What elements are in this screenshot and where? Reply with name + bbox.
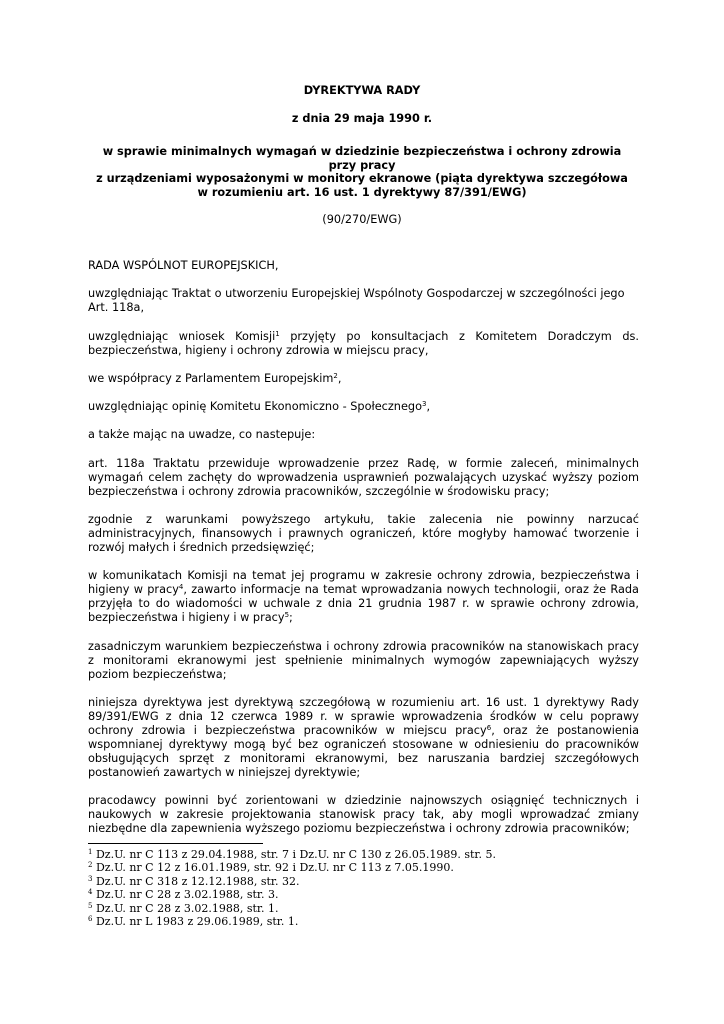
document-header — [88, 84, 636, 227]
recital-commission-proposal: uwzględniając wniosek Komisji$^1$ przyjęty po konsultacjach z Komitetem Doradczym ds. bezpieczeństwa, higieny i ochrony zdrowia w miejscu pracy, — [88, 329, 640, 357]
footnote-ref: 4 — [178, 583, 184, 592]
directive-date: z dnia 29 maja 1990 r. — [291, 111, 433, 125]
directive-subject — [88, 145, 636, 199]
footnote: $^3$ Dz.U. nr C 318 z 12.12.1988, str. 32. — [88, 874, 300, 888]
footnote: $^5$ Dz.U. nr C 28 z 3.02.1988, str. 1. — [88, 901, 279, 915]
footnotes — [88, 848, 636, 928]
footnote: $^6$ Dz.U. nr L 1983 z 29.06.1989, str. 1. — [88, 915, 299, 929]
recital-paragraph: pracodawcy powinni być zorientowani w dziedzinie najnowszych osiągnięć technicznych i naukowych w zakresie projektowania stanowisk pracy tak, aby mogli wprowadzać zmiany niezbędne dla zapewnienia wyższego poziomu bezpieczeństwa i ochrony zdrowia pracowników; — [88, 794, 639, 836]
recital-paragraph: art. 118a Traktatu przewiduje wprowadzenie przez Radę, w formie zaleceń, minimalnych wymagań celem zachęty do wprowadzenia usprawnień pozwalających uzyskać wyższy poziom bezpieczeństwa i ochrony zdrowia pracowników, szczególnie w środowisku pracy; — [88, 456, 639, 498]
subject-line: z urządzeniami wyposażonymi w monitory ekranowe (piąta dyrektywa szczegółowa — [96, 172, 628, 185]
recital-treaty: uwzględniając Traktat o utworzeniu Europejskiej Wspólnoty Gospodarczej w szczególności jego Art. 118a, — [88, 287, 625, 315]
subject-line: w rozumieniu art. 16 ust. 1 dyrektywy 87/391/EWG) — [197, 185, 527, 199]
recital-whereas-intro: a także mając na uwadze, co nastepuje: — [88, 428, 316, 442]
footnote-ref: 5 — [284, 611, 290, 620]
recital-paragraph: zgodnie z warunkami powyższego artykułu, takie zalecenia nie powinny narzucać administracyjnych, finansowych i prawnych ograniczeń, które mogłyby hamować tworzenie i rozwój małych i średnich przedsięwzięć; — [88, 513, 639, 555]
footnote-ref: 2 — [333, 371, 338, 380]
recital-committee: uwzględniając opinię Komitetu Ekonomiczno - Społecznego$^3$, — [88, 400, 431, 414]
footnote: $^4$ Dz.U. nr C 28 z 3.02.1988, str. 3. — [88, 888, 279, 902]
footnote: $^1$ Dz.U. nr C 113 z 29.04.1988, str. 7 i Dz.U. nr C 130 z 26.05.1989. str. 5. — [88, 848, 496, 861]
footnote-ref: 3 — [422, 400, 427, 409]
recital-parliament: we współpracy z Parlamentem Europejskim$^2$, — [88, 371, 342, 385]
directive-number: (90/270/EWG) — [322, 213, 402, 226]
subject-line: w sprawie minimalnych wymagań w dziedzinie bezpieczeństwa i ochrony zdrowia przy pracy — [102, 145, 622, 172]
council-name: RADA WSPÓLNOT EUROPEJSKICH, — [88, 259, 279, 272]
footnote-ref: 1 — [275, 329, 280, 338]
recital-paragraph: niniejsza dyrektywa jest dyrektywą szczegółową w rozumieniu art. 16 ust. 1 dyrektywy Rady 89/391/EWG z dnia 12 czerwca 1989 r. w sprawie wprowadzenia środków w celu poprawy ochrony zdrowia i bezpieczeństwa pracowników w miejscu pracy$^6$, oraz że postanowienia wspomnianej dyrektywy mogą być bez ograniczeń stosowane w odniesieniu do pracowników obsługujących sprzęt z monitorami ekranowymi, bez naruszania bardziej szczegółowych postanowień zawartych w niniejszej dyrektywie; — [88, 695, 640, 779]
document-body — [88, 259, 639, 851]
directive-title: DYREKTYWA RADY — [303, 84, 421, 97]
recital-paragraph: zasadniczym warunkiem bezpieczeństwa i ochrony zdrowia pracowników na stanowiskach pracy z monitorami ekranowymi jest spełnienie minimalnych wymogów zapewniających wyższy poziom bezpieczeństwa; — [88, 639, 639, 681]
footnote-ref: 6 — [486, 723, 492, 732]
footnote: $^2$ Dz.U. nr C 12 z 16.01.1989, str. 92 i Dz.U. nr C 113 z 7.05.1990. — [88, 861, 454, 875]
footnote-separator — [88, 843, 263, 844]
recital-paragraph: w komunikatach Komisji na temat jej programu w zakresie ochrony zdrowia, bezpieczeństwa i higieny w pracy$^4$, zawarto informacje na temat wprowadzania nowych technologii, oraz że Rada przyjęła to do wiadomości w uchwale z dnia 21 grudnia 1987 r. w sprawie ochrony zdrowia, bezpieczeństwa i higieny i w pracy$^5$; — [88, 569, 639, 625]
